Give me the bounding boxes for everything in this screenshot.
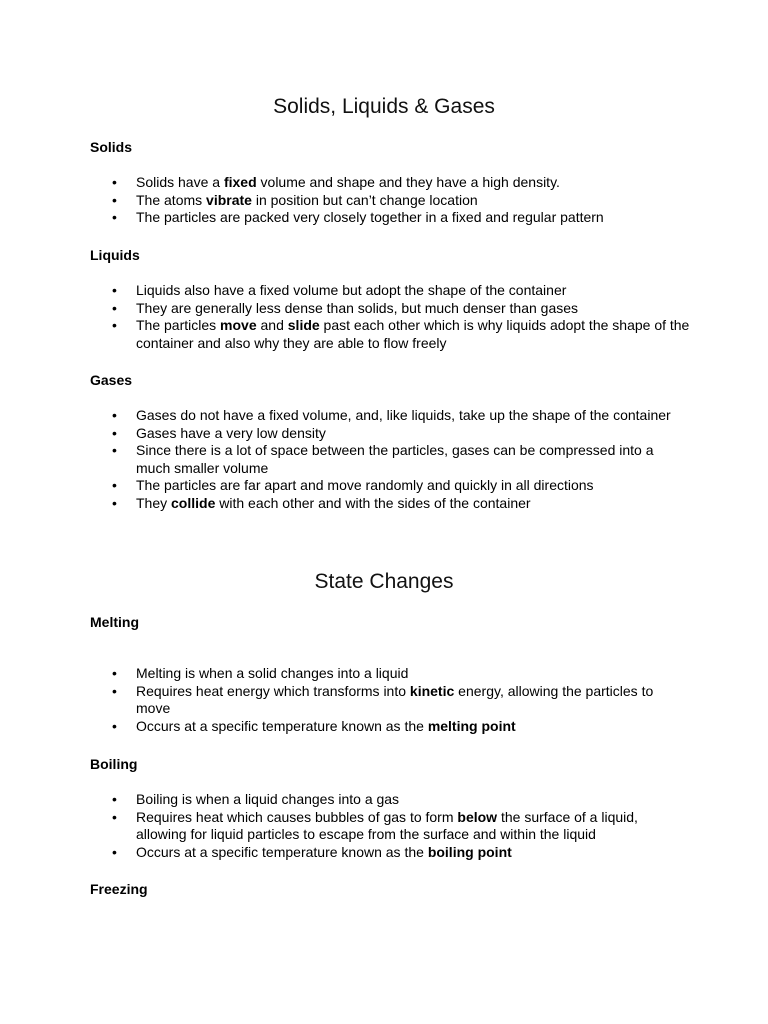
list-item: • Solids have a fixed volume and shape and they have a high density. (90, 174, 690, 192)
list-item: • The particles are far apart and move randomly and quickly in all directions (90, 477, 690, 495)
list-item: • They collide with each other and with the sides of the container (90, 495, 690, 513)
list-item: • Gases have a very low density (90, 425, 690, 443)
list-item: • The atoms vibrate in position but can’t change location (90, 192, 690, 210)
title-solids-liquids-gases: Solids, Liquids & Gases (273, 95, 495, 118)
list-item: • The particles move and slide past each other which is why liquids adopt the shape of the container and also why they are able to flow freely (90, 317, 690, 352)
list-item: • Occurs at a specific temperature known as the melting point (90, 718, 690, 736)
melting-list (90, 665, 690, 735)
list-item: • Requires heat energy which transforms into kinetic energy, allowing the particles to move (90, 683, 690, 718)
list-item: • Occurs at a specific temperature known as the boiling point (90, 844, 690, 862)
gases-list (90, 407, 690, 513)
heading-freezing: Freezing (90, 881, 148, 897)
liquids-list (90, 282, 690, 352)
list-item: • Liquids also have a fixed volume but adopt the shape of the container (90, 282, 690, 300)
boiling-list (90, 791, 690, 861)
list-item: • They are generally less dense than solids, but much denser than gases (90, 300, 690, 318)
list-item: • Melting is when a solid changes into a liquid (90, 665, 690, 683)
title-state-changes: State Changes (314, 570, 454, 593)
list-item: • Since there is a lot of space between the particles, gases can be compressed into a much smaller volume (90, 442, 690, 477)
list-item: • Gases do not have a fixed volume, and, like liquids, take up the shape of the container (90, 407, 690, 425)
heading-solids: Solids (90, 139, 133, 155)
list-item: • Boiling is when a liquid changes into a gas (90, 791, 690, 809)
list-item: • The particles are packed very closely together in a fixed and regular pattern (90, 209, 690, 227)
solids-list (90, 174, 690, 227)
heading-liquids: Liquids (90, 247, 140, 263)
heading-gases: Gases (90, 372, 133, 388)
list-item: • Requires heat which causes bubbles of gas to form below the surface of a liquid, allowing for liquid particles to escape from the surface and within the liquid (90, 809, 690, 844)
heading-melting: Melting (90, 614, 139, 630)
heading-boiling: Boiling (90, 756, 138, 772)
